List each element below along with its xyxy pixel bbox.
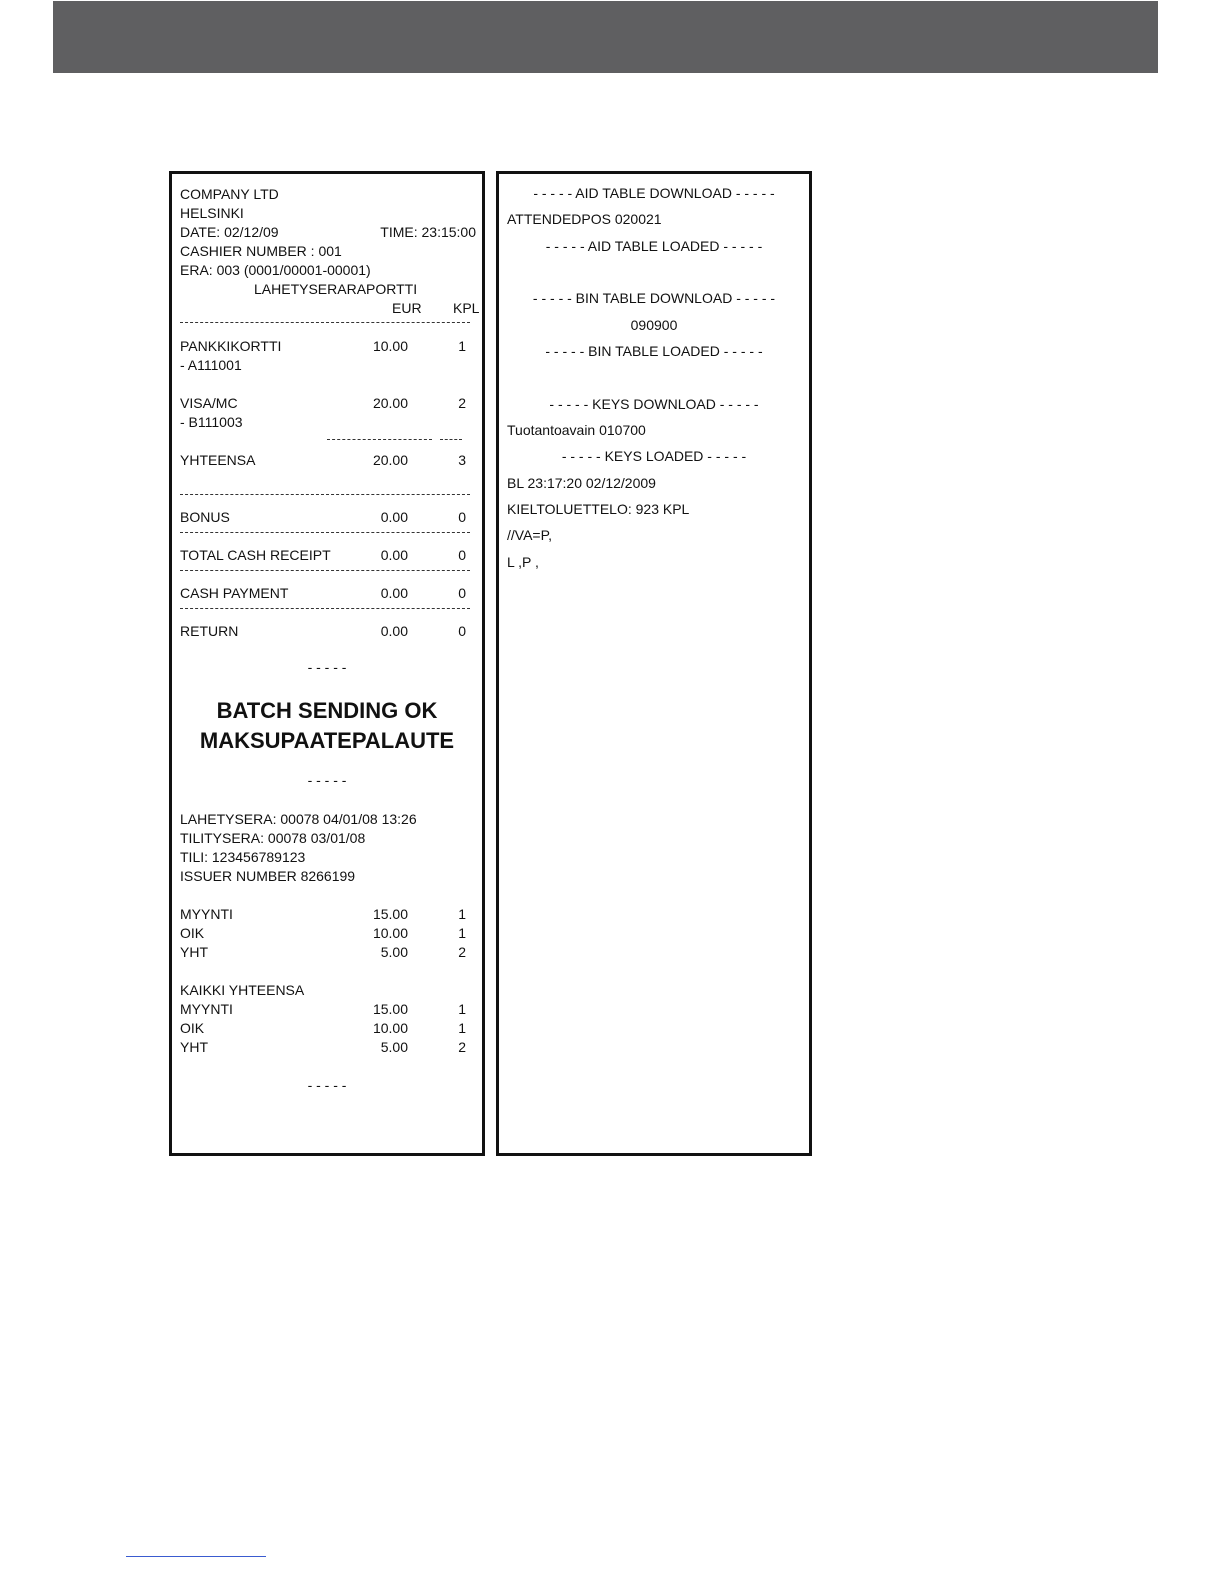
card-row-eur: 20.00 [372,395,408,411]
all-total-row-kpl: 1 [458,1020,466,1036]
divider [180,608,470,609]
attendedpos-line: ATTENDEDPOS 020021 [507,211,662,227]
bin-loaded-line: - - - - - BIN TABLE LOADED - - - - - [545,343,763,359]
all-total-row-label: OIK [180,1020,205,1036]
keys-download-line: - - - - - KEYS DOWNLOAD - - - - - [549,396,759,412]
separator: - - - - - [307,772,347,788]
all-total-row-eur: 15.00 [372,1001,408,1017]
all-total-row-label: MYYNTI [180,1001,233,1017]
cashier-number: CASHIER NUMBER : 001 [180,243,342,259]
all-total-title: KAIKKI YHTEENSA [180,982,305,998]
separator: - - - - - [307,1077,347,1093]
footer-underline [126,1556,266,1557]
summary-row-eur: 0.00 [380,623,408,639]
company-name: COMPANY LTD [180,186,279,202]
sales-row-label: MYYNTI [180,906,233,922]
summary-row-label: CASH PAYMENT [180,585,289,601]
separator: - - - - - [307,659,347,675]
subtotal-divider [440,439,462,440]
report-title: LAHETYSERARAPORTTI [254,281,418,297]
card-row-kpl: 1 [458,338,466,354]
summary-row-label: BONUS [180,509,230,525]
subtotal-divider [327,439,432,440]
card-row-sub: - A111001 [180,357,242,373]
bl-line: BL 23:17:20 02/12/2009 [507,475,656,491]
batch-status-title: BATCH SENDING OK [216,698,438,723]
production-key-line: Tuotantoavain 010700 [507,422,646,438]
summary-row-eur: 0.00 [380,547,408,563]
summary-row-kpl: 0 [458,509,466,525]
sales-row-kpl: 1 [458,925,466,941]
total-kpl: 3 [458,452,466,468]
card-row-eur: 10.00 [372,338,408,354]
divider [180,570,470,571]
download-log-receipt [496,171,812,1156]
summary-row-eur: 0.00 [380,509,408,525]
total-label: YHTEENSA [180,452,256,468]
sales-row-eur: 5.00 [380,944,408,960]
bin-download-line: - - - - - BIN TABLE DOWNLOAD - - - - - [532,290,776,306]
divider [180,532,470,533]
divider [180,322,470,323]
lp-line: L ,P , [507,554,539,570]
info-line: LAHETYSERA: 00078 04/01/08 13:26 [180,811,417,827]
info-line: TILITYSERA: 00078 03/01/08 [180,830,366,846]
all-total-row-eur: 10.00 [372,1020,408,1036]
all-total-row-kpl: 1 [458,1001,466,1017]
info-line: TILI: 123456789123 [180,849,306,865]
card-row-kpl: 2 [458,395,466,411]
sales-row-eur: 10.00 [372,925,408,941]
batch-report-receipt [169,171,485,1156]
info-line: ISSUER NUMBER 8266199 [180,868,356,884]
column-header-kpl: KPL [453,300,480,316]
va-line: //VA=P, [507,527,553,543]
sales-row-kpl: 1 [458,906,466,922]
card-row-sub: - B111003 [180,414,243,430]
sales-row-label: YHT [180,944,208,960]
aid-download-line: - - - - - AID TABLE DOWNLOAD - - - - - [533,185,775,201]
header-bar [53,1,1158,73]
summary-row-kpl: 0 [458,547,466,563]
summary-row-label: TOTAL CASH RECEIPT [180,547,331,563]
city: HELSINKI [180,205,244,221]
card-row-label: PANKKIKORTTI [180,338,282,354]
sales-row-kpl: 2 [458,944,466,960]
batch-status-subtitle: MAKSUPAATEPALAUTE [199,728,455,753]
sales-row-label: OIK [180,925,205,941]
time: TIME: 23:15:00 [380,224,476,240]
all-total-row-eur: 5.00 [380,1039,408,1055]
keys-loaded-line: - - - - - KEYS LOADED - - - - - [561,448,747,464]
divider [180,494,470,495]
all-total-row-label: YHT [180,1039,208,1055]
column-header-eur: EUR [392,300,422,316]
summary-row-label: RETURN [180,623,239,639]
aid-loaded-line: - - - - - AID TABLE LOADED - - - - - [545,238,763,254]
card-row-label: VISA/MC [180,395,238,411]
summary-row-kpl: 0 [458,623,466,639]
era: ERA: 003 (0001/00001-00001) [180,262,371,278]
date: DATE: 02/12/09 [180,224,279,240]
sales-row-eur: 15.00 [372,906,408,922]
bin-code-line: 090900 [630,317,678,333]
blacklist-line: KIELTOLUETTELO: 923 KPL [507,501,690,517]
total-eur: 20.00 [372,452,408,468]
summary-row-kpl: 0 [458,585,466,601]
all-total-row-kpl: 2 [458,1039,466,1055]
summary-row-eur: 0.00 [380,585,408,601]
